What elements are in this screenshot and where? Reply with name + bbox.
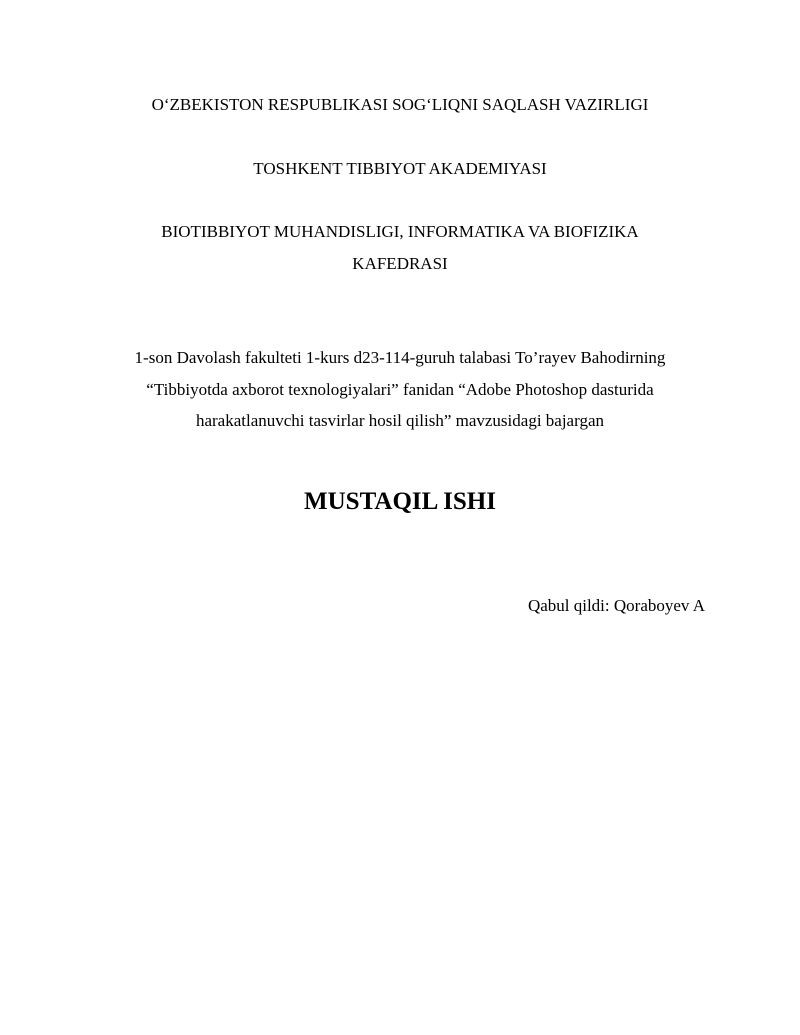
accepted-by: Qabul qildi: Qoraboyev A [527,596,705,615]
department-heading-line-2: KAFEDRASI [352,254,448,273]
description-line-2: “Tibbiyotda axborot texnologiyalari” fanidan “Adobe Photoshop dasturida [146,380,654,399]
description-line-1: 1-son Davolash fakulteti 1-kurs d23-114-guruh talabasi To’rayev Bahodirning [134,348,666,367]
ministry-heading: O‘ZBEKISTON RESPUBLIKASI SOG‘LIQNI SAQLASH VAZIRLIGI [151,95,649,114]
department-heading-line-1: BIOTIBBIYOT MUHANDISLIGI, INFORMATIKA VA BIOFIZIKA [161,222,639,241]
academy-heading: TOSHKENT TIBBIYOT AKADEMIYASI [253,159,547,178]
document-title: MUSTAQIL ISHI [304,488,496,515]
description-line-3: harakatlanuvchi tasvirlar hosil qilish” mavzusidagi bajargan [195,411,605,430]
